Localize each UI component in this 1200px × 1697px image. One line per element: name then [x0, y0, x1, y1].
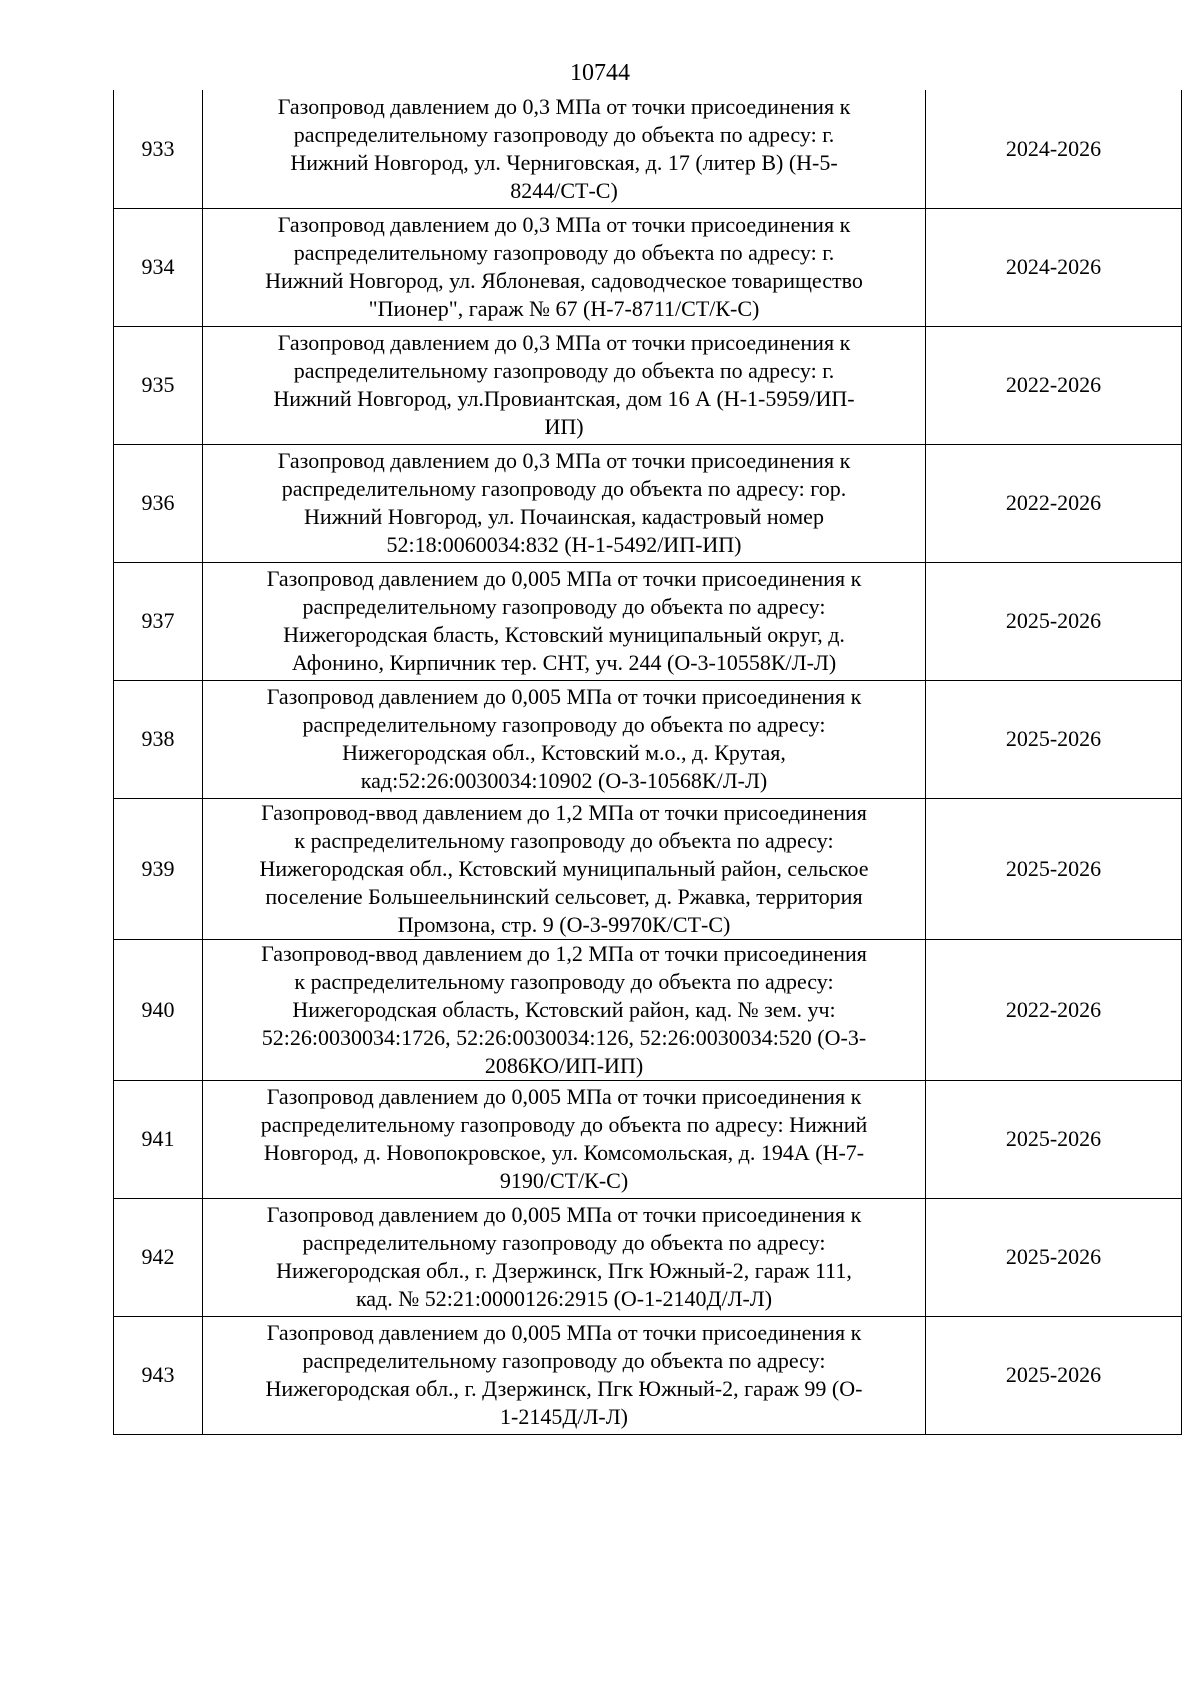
description-line: кад. № 52:21:0000126:2915 (О-1-2140Д/Л-Л)	[355, 1286, 773, 1311]
description-line: ИП)	[544, 414, 584, 439]
implementation-period: 2025-2026	[926, 798, 1182, 939]
object-description	[203, 680, 926, 798]
description-line: к распределительному газопроводу до объекта по адресу:	[294, 827, 834, 853]
description-line: Нижегородская обл., Кстовский м.о., д. Крутая,	[342, 740, 786, 765]
description-line: Нижний Новгород, ул. Черниговская, д. 17 (литер В) (Н-5-	[290, 149, 838, 175]
row-number: 936	[114, 444, 203, 562]
table-row	[114, 1080, 1182, 1198]
description-line: распределительному газопроводу до объекта по адресу:	[302, 594, 826, 619]
table-row	[114, 798, 1182, 939]
description-line: распределительному газопроводу до объекта по адресу: г.	[293, 358, 835, 383]
description-line: Газопровод давлением до 0,3 МПа от точки присоединения к	[277, 448, 851, 473]
row-number: 935	[114, 326, 203, 444]
description-line: 52:26:0030034:1726, 52:26:0030034:126, 52:26:0030034:520 (О-3-	[261, 1024, 867, 1050]
page-number: 10744	[570, 60, 630, 86]
description-line: Нижегородская обл., Кстовский муниципальный район, сельское	[259, 855, 869, 881]
description-line: распределительному газопроводу до объекта по адресу:	[302, 1348, 826, 1373]
row-number: 937	[114, 562, 203, 680]
table-row	[114, 444, 1182, 562]
objects-table	[113, 90, 1182, 1435]
description-line: Нижний Новгород, ул. Почаинская, кадастровый номер	[304, 504, 824, 529]
description-line: 9190/СТ/К-С)	[499, 1168, 629, 1193]
description-line: Нижегородская бласть, Кстовский муниципальный округ, д.	[283, 622, 845, 647]
description-line: распределительному газопроводу до объекта по адресу: Нижний	[260, 1112, 868, 1137]
table-row	[114, 939, 1182, 1080]
description-line: Газопровод давлением до 0,3 МПа от точки присоединения к	[277, 212, 851, 237]
implementation-period: 2024-2026	[926, 208, 1182, 326]
row-number: 941	[114, 1080, 203, 1198]
object-description	[203, 1080, 926, 1198]
description-line: кад:52:26:0030034:10902 (О-3-10568К/Л-Л)	[360, 768, 768, 793]
object-description	[203, 798, 926, 939]
implementation-period: 2022-2026	[926, 444, 1182, 562]
description-line: Нижегородская обл., г. Дзержинск, Пгк Южный-2, гараж 111,	[276, 1258, 852, 1283]
description-line: Нижегородская обл., г. Дзержинск, Пгк Южный-2, гараж 99 (О-	[265, 1376, 863, 1401]
description-line: Новгород, д. Новопокровское, ул. Комсомольская, д. 194А (Н-7-	[263, 1140, 865, 1165]
table-row	[114, 1198, 1182, 1316]
row-number: 938	[114, 680, 203, 798]
row-number: 934	[114, 208, 203, 326]
description-line: Газопровод давлением до 0,005 МПа от точки присоединения к	[266, 684, 862, 709]
description-line: 2086КО/ИП-ИП)	[484, 1052, 644, 1078]
table-body	[114, 90, 1182, 1434]
row-number: 939	[114, 798, 203, 939]
description-line: Газопровод давлением до 0,3 МПа от точки присоединения к	[277, 93, 851, 119]
description-line: Нижегородская область, Кстовский район, кад. № зем. уч:	[292, 996, 836, 1022]
description-line: Газопровод-ввод давлением до 1,2 МПа от точки присоединения	[261, 940, 867, 966]
description-line: поселение Большеельнинский сельсовет, д. Ржавка, территория	[265, 883, 863, 909]
implementation-period: 2025-2026	[926, 1080, 1182, 1198]
description-line: распределительному газопроводу до объекта по адресу: гор.	[281, 476, 847, 501]
description-line: Газопровод-ввод давлением до 1,2 МПа от точки присоединения	[261, 799, 867, 825]
description-line: "Пионер", гараж № 67 (Н-7-8711/СТ/К-С)	[368, 296, 760, 321]
description-line: Газопровод давлением до 0,005 МПа от точки присоединения к	[266, 566, 862, 591]
implementation-period: 2025-2026	[926, 562, 1182, 680]
description-line: распределительному газопроводу до объекта по адресу: г.	[293, 121, 835, 147]
table-row	[114, 562, 1182, 680]
description-line: 1-2145Д/Л-Л)	[500, 1404, 628, 1429]
table-row	[114, 208, 1182, 326]
object-description	[203, 444, 926, 562]
description-line: Нижний Новгород, ул. Яблоневая, садоводческое товарищество	[265, 268, 863, 293]
description-line: Нижний Новгород, ул.Провиантская, дом 16 А (Н-1-5959/ИП-	[273, 386, 855, 411]
table-row	[114, 1316, 1182, 1434]
implementation-period: 2024-2026	[926, 90, 1182, 208]
row-number: 942	[114, 1198, 203, 1316]
implementation-period: 2025-2026	[926, 1316, 1182, 1434]
description-line: 8244/СТ-С)	[510, 177, 618, 203]
implementation-period: 2025-2026	[926, 1198, 1182, 1316]
row-number: 933	[114, 90, 203, 208]
object-description	[203, 562, 926, 680]
object-description	[203, 90, 926, 208]
description-line: Газопровод давлением до 0,005 МПа от точки присоединения к	[266, 1320, 862, 1345]
description-line: Газопровод давлением до 0,005 МПа от точки присоединения к	[266, 1202, 862, 1227]
implementation-period: 2022-2026	[926, 326, 1182, 444]
description-line: распределительному газопроводу до объекта по адресу: г.	[293, 240, 835, 265]
object-description	[203, 939, 926, 1080]
object-description	[203, 326, 926, 444]
row-number: 943	[114, 1316, 203, 1434]
description-line: к распределительному газопроводу до объекта по адресу:	[294, 968, 834, 994]
object-description	[203, 208, 926, 326]
table-row	[114, 90, 1182, 208]
table-row	[114, 680, 1182, 798]
description-line: Газопровод давлением до 0,3 МПа от точки присоединения к	[277, 330, 851, 355]
description-line: распределительному газопроводу до объекта по адресу:	[302, 712, 826, 737]
implementation-period: 2022-2026	[926, 939, 1182, 1080]
object-description	[203, 1198, 926, 1316]
row-number: 940	[114, 939, 203, 1080]
description-line: распределительному газопроводу до объекта по адресу:	[302, 1230, 826, 1255]
object-description	[203, 1316, 926, 1434]
description-line: Газопровод давлением до 0,005 МПа от точки присоединения к	[266, 1084, 862, 1109]
description-line: Афонино, Кирпичник тер. СНТ, уч. 244 (О-3-10558К/Л-Л)	[291, 650, 837, 675]
implementation-period: 2025-2026	[926, 680, 1182, 798]
table-row	[114, 326, 1182, 444]
description-line: Промзона, стр. 9 (О-3-9970К/СТ-С)	[397, 911, 731, 937]
description-line: 52:18:0060034:832 (Н-1-5492/ИП-ИП)	[386, 532, 742, 557]
